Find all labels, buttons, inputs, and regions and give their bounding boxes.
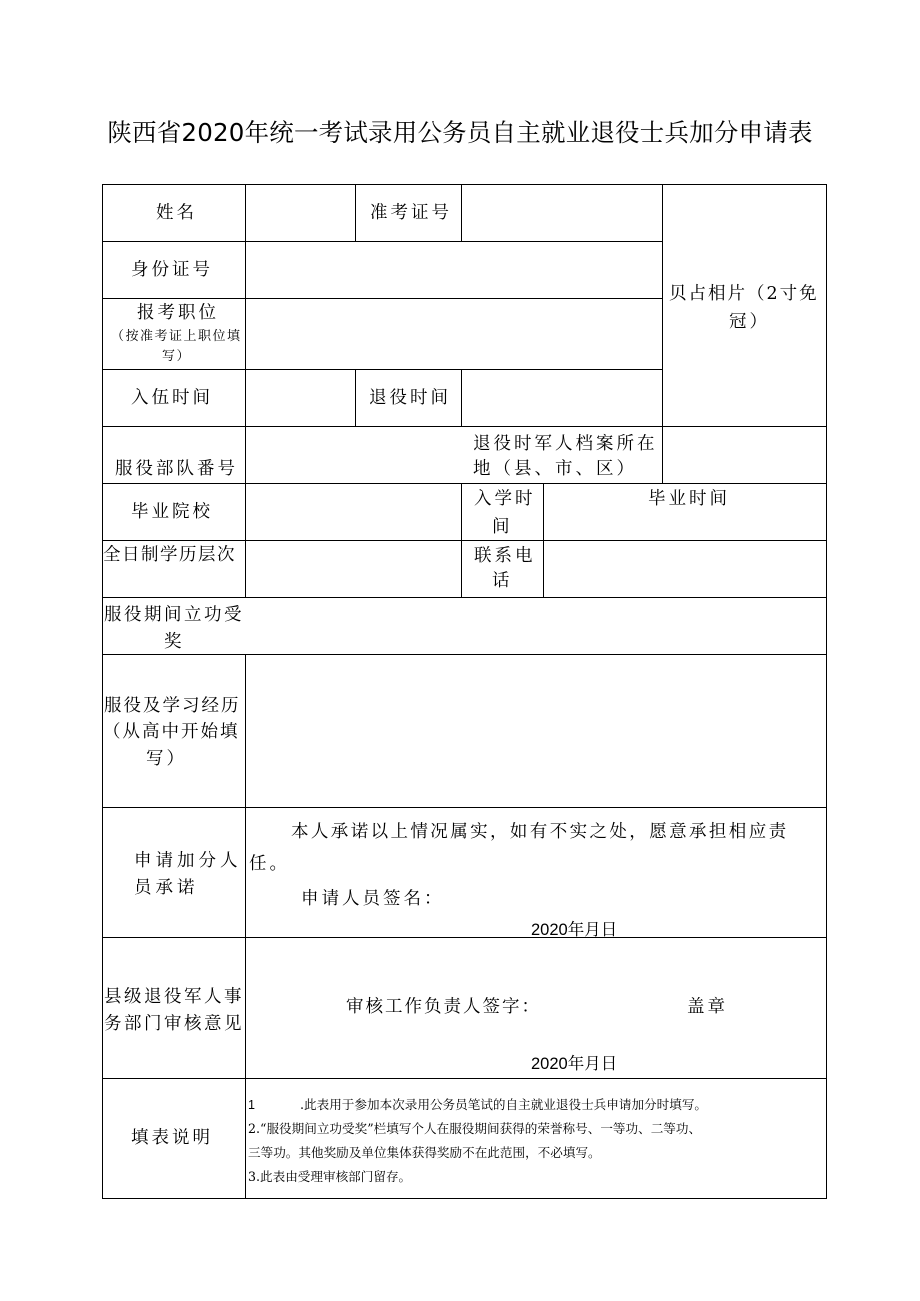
review-signature-field[interactable] [540, 985, 670, 1021]
school-label: 毕业院校 [131, 502, 213, 522]
row-divider [102, 807, 827, 808]
seal-label: 盖章 [687, 997, 728, 1017]
instruction-3: 3.此表由受理审核部门留存。 [248, 1169, 412, 1184]
enroll-time-label-line2: 间 [492, 517, 513, 537]
id-no-label: 身份证号 [131, 260, 213, 280]
position-field[interactable] [246, 299, 662, 369]
resume-field[interactable] [246, 655, 826, 807]
review-signature-label: 审核工作负责人签字： [346, 997, 541, 1017]
col-divider [461, 483, 462, 597]
enroll-time-label-line1: 入学时 [474, 489, 536, 509]
school-field[interactable] [246, 484, 461, 540]
grad-time-field[interactable] [544, 484, 826, 540]
phone-label-line1: 联系电 [474, 546, 536, 566]
pledge-text-line1: 本人承诺以上情况属实，如有不实之处，愿意承担相应责 [291, 822, 789, 842]
pledge-date: 2020年月日 [531, 921, 618, 939]
unit-no-field[interactable] [246, 427, 461, 483]
pledge-text-line2: 任。 [249, 854, 290, 874]
resume-label-line2: （从高中开始填 [103, 722, 240, 742]
phone-label-line2: 话 [492, 571, 513, 591]
form-title: 陕西省2020年统一考试录用公务员自主就业退役士兵加分申请表 [107, 118, 813, 147]
instructions-label: 填表说明 [131, 1128, 213, 1148]
resume-label-line1: 服役及学习经历 [104, 696, 241, 716]
archive-label-line1: 退役时军人档案所在 [473, 434, 658, 454]
col-divider [355, 184, 356, 241]
discharge-time-label: 退役时间 [369, 388, 451, 408]
photo-label-line1: 贝占相片（2寸免 [669, 284, 819, 304]
resume-label-line3: 写） [146, 749, 187, 769]
review-label-line1: 县级退役军人事 [104, 987, 244, 1007]
instruction-2-continued: 三等功。其他奖励及单位集体获得奖励不在此范围，不必填写。 [248, 1145, 601, 1160]
exam-no-field[interactable] [462, 185, 662, 241]
position-label: 报考职位 [137, 303, 219, 323]
position-note-line1: （按准考证上职位填 [111, 329, 242, 344]
pledge-label-line2: 员承诺 [134, 878, 199, 898]
grad-time-label: 毕业时间 [648, 489, 730, 509]
id-no-field[interactable] [246, 242, 662, 298]
review-date: 2020年月日 [531, 1055, 618, 1073]
archive-label-line2: 地（县、市、区） [473, 459, 637, 479]
row-divider [102, 937, 827, 938]
instruction-1-number: 1 [248, 1098, 256, 1112]
merit-label-line2: 奖 [164, 632, 185, 652]
table-border-right [826, 184, 827, 1199]
enlist-time-label: 入伍时间 [131, 388, 213, 408]
instruction-1: .此表用于参加本次录用公务员笔试的自主就业退役士兵申请加分时填写。 [300, 1097, 708, 1112]
table-border-bottom [102, 1198, 827, 1199]
pledge-signature-label: 申请人员签名： [301, 889, 445, 909]
table-border-left [102, 184, 103, 1199]
pledge-label-line1: 申请加分人 [134, 851, 242, 871]
enlist-time-field[interactable] [246, 370, 355, 426]
archive-field[interactable] [663, 427, 826, 483]
instruction-2: 2.“服役期间立功受奖”栏填写个人在服役期间获得的荣誉称号、一等功、二等功、 [248, 1121, 702, 1136]
row-divider [102, 1078, 827, 1079]
discharge-time-field[interactable] [462, 370, 662, 426]
education-field[interactable] [246, 541, 461, 597]
merit-label-line1: 服役期间立功受 [104, 605, 244, 625]
name-label: 姓名 [156, 203, 197, 223]
merit-field[interactable] [246, 598, 826, 654]
photo-label-line2: 冠） [729, 312, 770, 332]
col-divider [355, 369, 356, 426]
review-label-line2: 务部门审核意见 [104, 1014, 244, 1034]
unit-no-label: 服役部队番号 [115, 459, 238, 479]
education-label: 全日制学历层次 [103, 545, 236, 565]
phone-field[interactable] [544, 541, 826, 597]
name-field[interactable] [246, 185, 355, 241]
pledge-signature-field[interactable] [430, 880, 730, 910]
position-note-line2: 写） [162, 349, 192, 364]
exam-no-label: 准考证号 [370, 203, 452, 223]
